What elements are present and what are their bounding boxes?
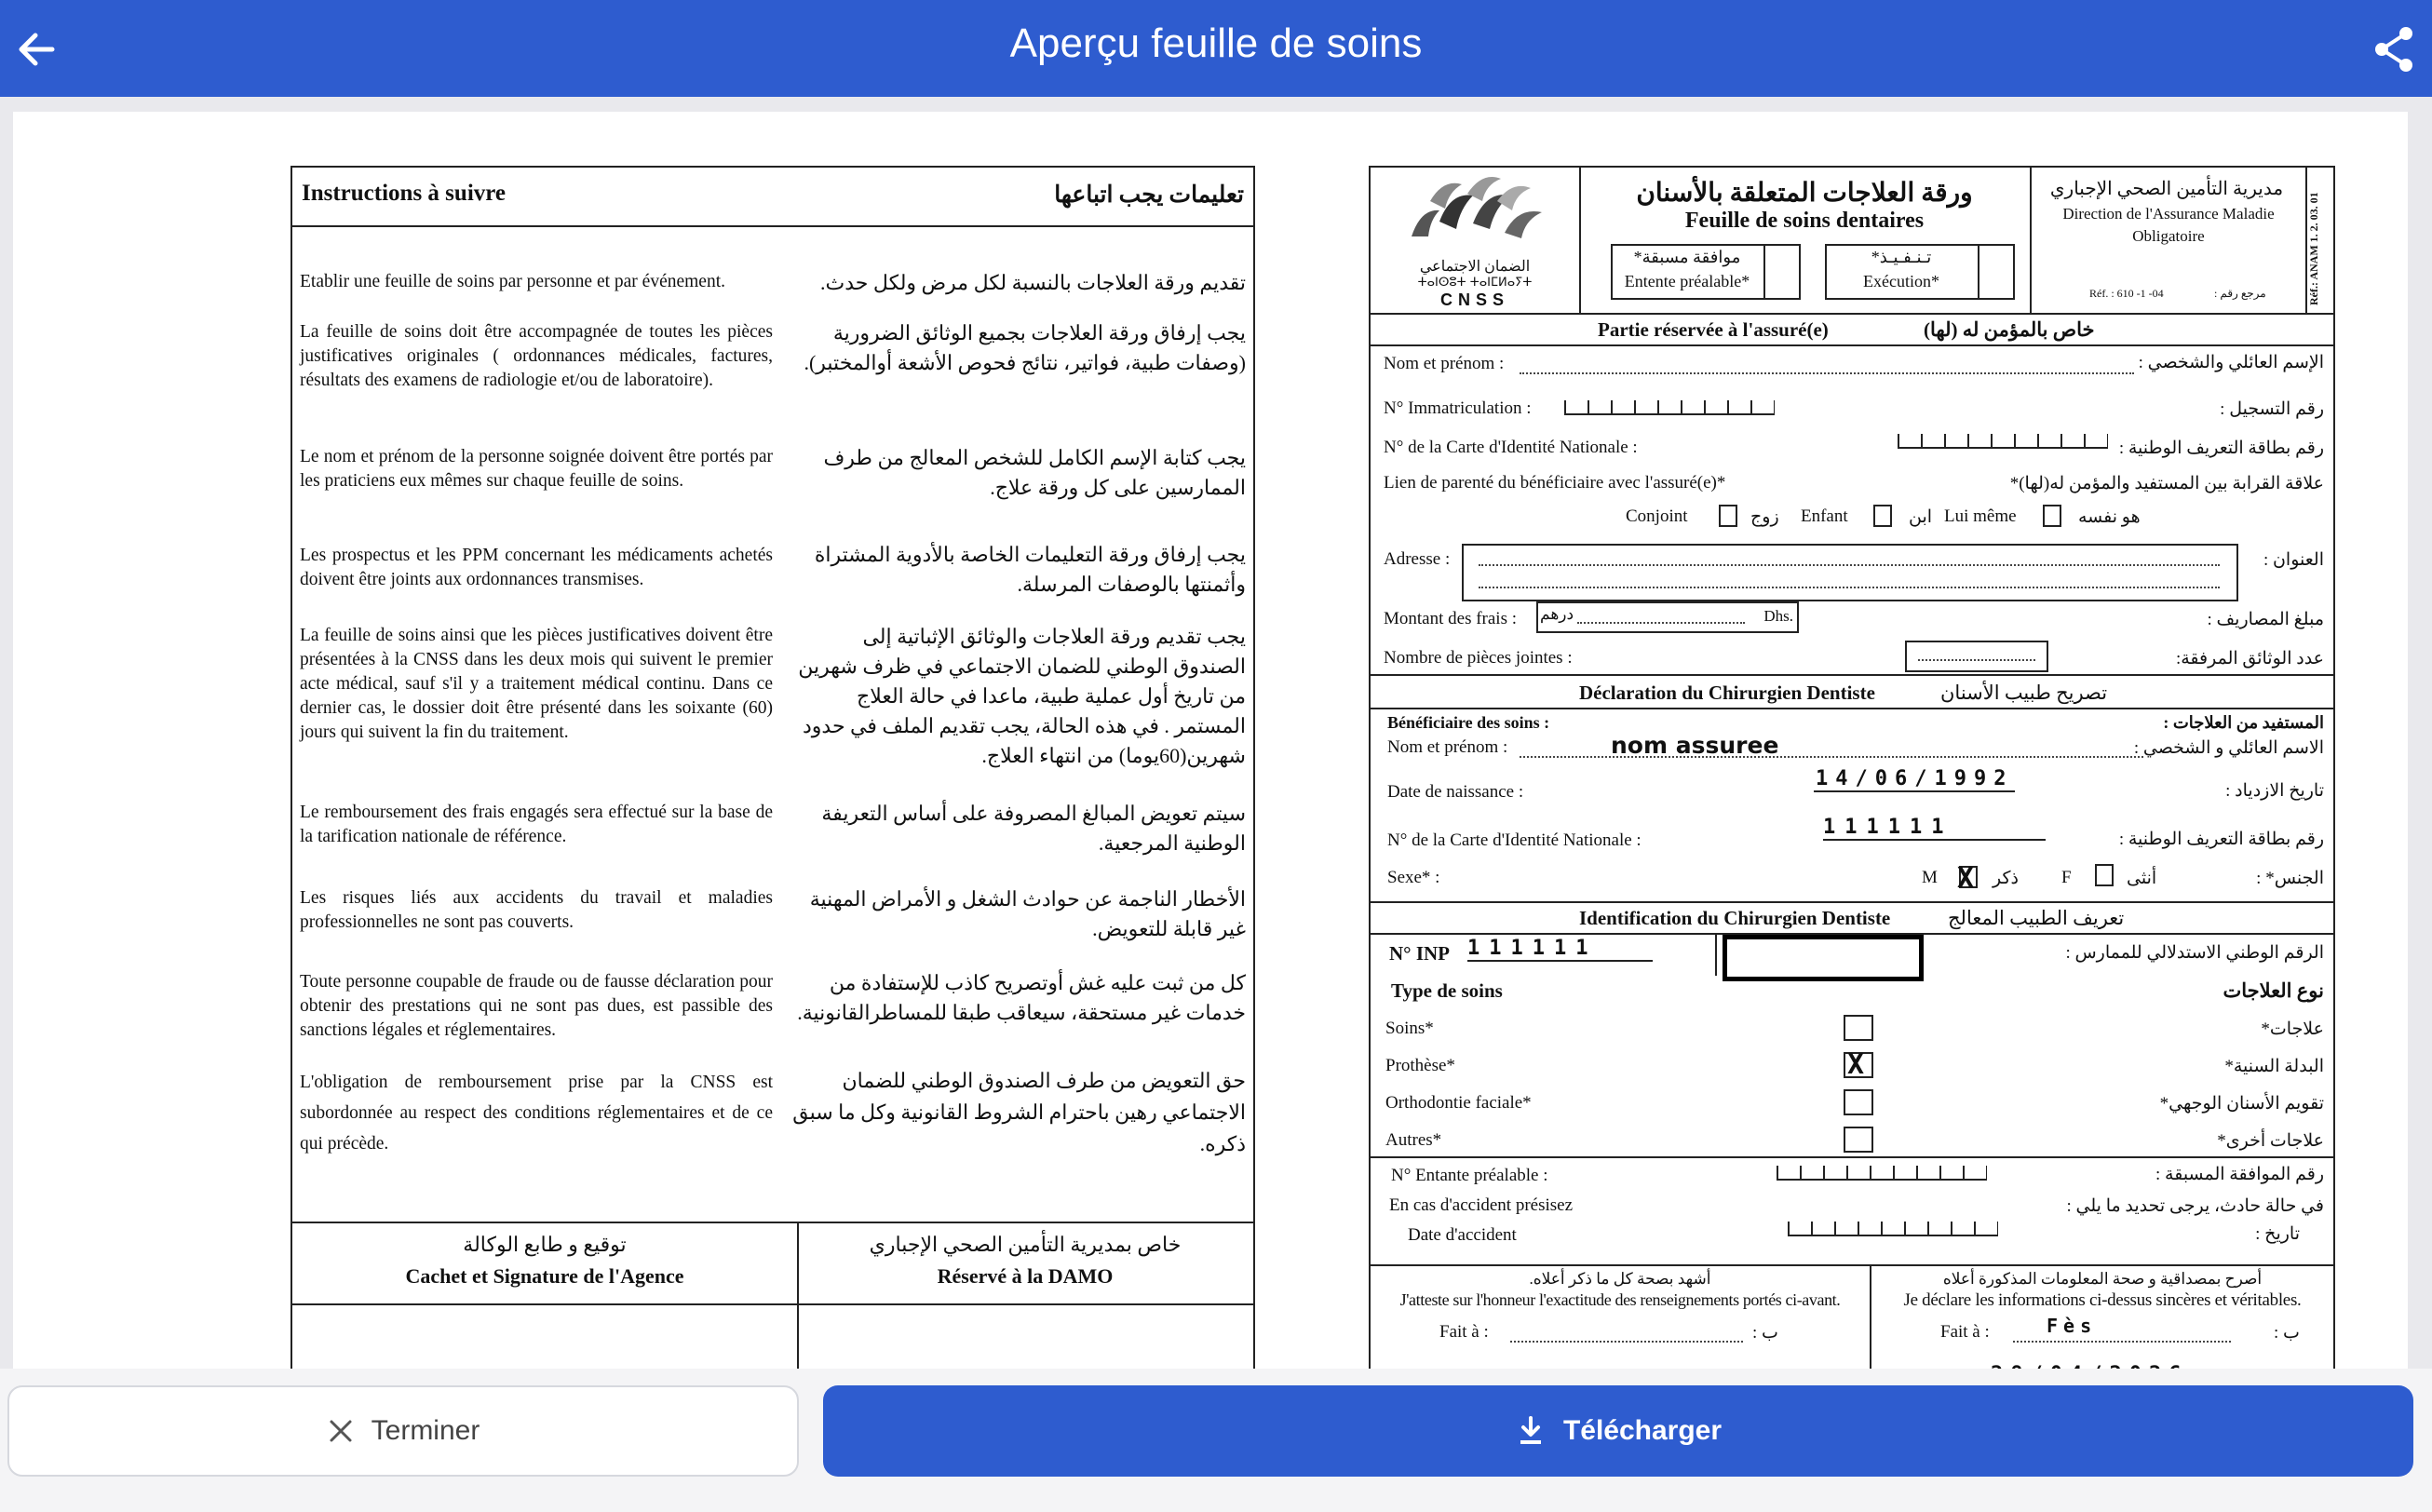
insured-name-field[interactable]: [1520, 372, 2134, 374]
enfant-label-fr: Enfant: [1801, 506, 1848, 526]
address-field[interactable]: [1462, 544, 2238, 601]
sex-f-label-ar: أنثى: [2127, 869, 2157, 888]
accident-label-ar: في حالة حادث، يرجى تحديد ما يلي :: [2066, 1196, 2324, 1216]
lien-parente-label-fr: Lien de parenté du bénéficiaire avec l'assuré(e)*: [1384, 473, 1726, 493]
montant-label-fr: Montant des frais :: [1384, 609, 1518, 628]
beneficiary-cin-label-fr: N° de la Carte d'Identité Nationale :: [1387, 830, 1642, 850]
app-bar: [0, 0, 2432, 97]
fait-a-right-value[interactable]: Fès: [2047, 1315, 2098, 1337]
sex-label-ar: الجنس* :: [2256, 869, 2324, 888]
address-label-ar: العنوان :: [2263, 550, 2324, 570]
enfant-checkbox[interactable]: [1873, 505, 1892, 527]
anam-ref: Réf.: ANAM 1. 2. 03. 01: [2307, 192, 2320, 305]
execution-label-fr: Exécution*: [1863, 272, 1939, 290]
dentist-declaration-section: [1371, 676, 2333, 896]
beneficiary-name-label-fr: Nom et prénom :: [1387, 737, 1508, 757]
instruction-fr: Le nom et prénom de la personne soignée doivent être portés par les praticiens eux mêmes sur chaque feuille de soins.: [300, 447, 773, 491]
care-type-ar: علاجات*: [2261, 1019, 2324, 1039]
entente-checkbox[interactable]: [1763, 246, 1799, 298]
direction-fr: Direction de l'Assurance Maladie Obligatoire: [2062, 205, 2275, 245]
instruction-fr: Les prospectus et les PPM concernant les médicaments achetés doivent être joints aux ordonnances transmises.: [300, 546, 773, 589]
care-type-checkbox[interactable]: [1844, 1015, 1873, 1041]
entente-number-label-fr: N° Entante préalable :: [1391, 1166, 1548, 1185]
conjoint-label-fr: Conjoint: [1626, 506, 1688, 526]
immatriculation-label-ar: رقم التسجيل :: [2220, 399, 2324, 419]
instruction-fr: Les risques liés aux accidents du travail et maladies professionnelles ne sont pas couverts.: [300, 888, 773, 932]
instruction-ar: حق التعويض من طرف الصندوق الوطني للضمان الاجتماعي رهين باحترام الشروط القانونية وكل ما سبق ذكره.: [792, 1069, 1246, 1155]
care-type-fr: Autres*: [1385, 1130, 1442, 1150]
dirham-label: درهم: [1540, 605, 1574, 623]
accident-label-fr: En cas d'accident présisez: [1389, 1195, 1574, 1215]
form-header: [1371, 168, 2333, 313]
pieces-field[interactable]: [1905, 641, 2048, 672]
pieces-label-ar: عدد الوثائق المرفقة:: [2175, 649, 2324, 668]
inp-value[interactable]: 111111: [1467, 937, 1653, 962]
care-type-mark: X: [1847, 1048, 1865, 1081]
declaration-title-fr: Déclaration du Chirurgien Dentiste: [1579, 682, 1875, 704]
instruction-ar: يجب إرفاق ورقة التعليمات الخاصة بالأدوية المشتراة وأثمنتها بالوصفات المرسلة.: [814, 543, 1246, 596]
care-type-label-fr: Type de soins: [1391, 979, 1503, 1002]
entente-label-fr: Entente préalable*: [1624, 272, 1750, 290]
care-type-ar: البدلة السنية*: [2224, 1057, 2324, 1076]
inp-label: N° INP: [1389, 942, 1450, 965]
fait-a-right-label: Fait à :: [1940, 1322, 1990, 1342]
insured-title-ar: خاص بالمؤمن له (لها): [1924, 318, 2095, 341]
sex-label-fr: Sexe* :: [1387, 868, 1440, 887]
direction-block: [2030, 168, 2335, 313]
instruction-ar: كل من ثبت عليه غش أوتصريح كاذب للإستفادة من خدمات غير مستحقة، سيعاقب طبقا للمساطرالقانونية.: [797, 971, 1246, 1024]
document-preview[interactable]: [13, 112, 2408, 1369]
cnss-logo: [1371, 168, 1581, 313]
sex-m-label: M: [1922, 868, 1938, 887]
insured-name-label-ar: الإسم العائلي والشخصي :: [2138, 353, 2324, 372]
bottom-action-bar: [0, 1369, 2432, 1512]
execution-box: [1825, 244, 2015, 300]
lien-parente-label-ar: علاقة القرابة بين المستفيد والمؤمن له(لها)*: [2009, 474, 2324, 493]
cnss-logo-icon: [1402, 171, 1551, 261]
share-icon[interactable]: [2361, 17, 2426, 82]
damo-label-fr: Réservé à la DAMO: [937, 1264, 1114, 1288]
enfant-label-ar: ابن: [1909, 507, 1933, 527]
accident-date-label-ar: تاريخ :: [2255, 1224, 2300, 1244]
insured-cin-label-ar: رقم بطاقة التعريف الوطنية :: [2118, 439, 2324, 458]
damo-label-ar: خاص بمديرية التأمين الصحي الإجباري: [869, 1233, 1182, 1256]
conjoint-checkbox[interactable]: [1719, 505, 1737, 527]
conjoint-label-ar: زوج: [1750, 507, 1779, 527]
attest-left-fr: J'atteste sur l'honneur l'exactitude des renseignements portés ci-avant.: [1399, 1290, 1841, 1309]
fait-a-left-label: Fait à :: [1439, 1322, 1489, 1342]
identification-title-fr: Identification du Chirurgien Dentiste: [1579, 907, 1891, 929]
close-icon: [327, 1417, 355, 1445]
form-ref-ar: مرجع رقم :: [2214, 287, 2266, 300]
instruction-ar: تقديم ورقة العلاجات بالنسبة لكل مرض ولكل حدث.: [820, 271, 1246, 294]
fait-a-left-ar: : ب: [1752, 1323, 1778, 1343]
montant-field[interactable]: [1536, 601, 1799, 633]
download-button[interactable]: [823, 1385, 2413, 1477]
sex-m-mark: X: [1957, 862, 1975, 895]
birth-date-label-ar: تاريخ الازدياد :: [2225, 781, 2324, 801]
entente-number-field[interactable]: [1777, 1166, 1987, 1181]
sex-m-checkbox[interactable]: [1957, 862, 1978, 895]
form-title-fr: Feuille de soins dentaires: [1684, 209, 1925, 233]
dental-care-form-page: [1369, 166, 2335, 1398]
instruction-fr: La feuille de soins ainsi que les pièces justificatives doivent être présentées à la CNSS dans les deux mois qui suivent le premier acte médical, sauf s'il y a traitement médical continu. Dans ce dernier cas, le dossier doit être présenté dans les soixante (60) jours qui suivent la fin du traitement.: [300, 626, 773, 742]
fait-a-left-field[interactable]: [1510, 1341, 1743, 1343]
pieces-label-fr: Nombre de pièces jointes :: [1384, 648, 1573, 668]
cnss-logo-text: CNSS: [1439, 290, 1509, 309]
dentist-identification-section: [1371, 903, 2333, 1257]
entente-label-ar: موافقة مسبقة*: [1633, 248, 1741, 266]
cnss-logo-ar: الضمان الاجتماعي: [1419, 259, 1531, 275]
form-title-ar: ورقة العلاجات المتعلقة بالأسنان: [1636, 179, 1973, 208]
care-type-checkbox[interactable]: [1844, 1127, 1873, 1153]
cnss-logo-tifinagh: ⵜⴰⵏⵙⵓⵜ ⵜⴰⵏⵎⵍⴰⵢⵜ: [1417, 276, 1533, 290]
form-ref: Réf. : 610 -1 -04: [2089, 287, 2164, 300]
accident-date-label-fr: Date d'accident: [1408, 1225, 1517, 1245]
inp-redacted-box: [1723, 935, 1924, 981]
insured-section: [1371, 315, 2333, 687]
care-type-checkbox[interactable]: [1844, 1089, 1873, 1115]
immatriculation-label-fr: N° Immatriculation :: [1384, 398, 1532, 418]
entente-prealable-box: [1611, 244, 1801, 300]
instruction-ar: الأخطار الناجمة عن حوادث الشغل و الأمراض المهنية غير قابلة للتعويض.: [809, 887, 1246, 940]
instruction-fr: Toute personne coupable de fraude ou de fausse déclaration pour obtenir des prestations qui ne sont pas dues, est passible des sanctions légales et réglementaires.: [300, 972, 773, 1040]
beneficiary-cin-value[interactable]: 111111: [1823, 816, 2046, 841]
instruction-ar: يجب تقديم ورقة العلاجات والوثائق الإثباتية إلى الصندوق الوطني للضمان الاجتماعي في ظرف شهرين من تاريخ أول عملية طبية، ماعدا في حالة العلاج المستمر . في هذه الحالة، يجب تقديم الملف في حدود شهرين(60يوما) من انتهاء العلاج.: [798, 625, 1246, 767]
instructions-page: [290, 166, 1255, 1398]
instruction-fr: Le remboursement des frais engagés sera effectué sur la base de la tarification nationale de référence.: [300, 803, 773, 846]
beneficiary-cin-label-ar: رقم بطاقة التعريف الوطنية :: [2118, 830, 2324, 849]
care-type-ar: علاجات أخرى*: [2217, 1131, 2324, 1151]
birth-date-label-fr: Date de naissance :: [1387, 782, 1524, 802]
care-type-ar: تقويم الأسنان الوجهي*: [2159, 1094, 2324, 1114]
close-button-label: Terminer: [371, 1415, 480, 1446]
instructions-title-ar: تعليمات يجب اتباعها: [1054, 182, 1244, 208]
declaration-title-ar: تصريح طبيب الأسنان: [1940, 682, 2108, 704]
insured-title-fr: Partie réservée à l'assuré(e): [1598, 318, 1829, 341]
address-label-fr: Adresse :: [1384, 549, 1451, 569]
download-icon: [1515, 1415, 1547, 1447]
close-button[interactable]: [7, 1385, 799, 1477]
execution-checkbox[interactable]: [1978, 246, 2013, 298]
sex-m-label-ar: ذكر: [1993, 869, 2019, 888]
attest-right-fr: Je déclare les informations ci-dessus sincères et véritables.: [1903, 1290, 2302, 1310]
insured-name-label-fr: Nom et prénom :: [1384, 354, 1505, 373]
instruction-fr: La feuille de soins doit être accompagnée de toutes les pièces justificatives originales ( ordonnances médicales, factures, résultats des examens de radiologie et/ou de laboratoire).: [300, 322, 773, 390]
instruction-ar: يجب إرفاق ورقة العلاجات بجميع الوثائق الضرورية (وصفات طبية، فواتير، نتائج فحوص الأشعة أوالمختبر).: [804, 321, 1246, 374]
entente-number-label-ar: رقم الموافقة المسبقة :: [2155, 1165, 2324, 1184]
execution-label-ar: تـنـفـيـذ*: [1871, 248, 1932, 266]
attest-right-ar: أصرح بمصداقية و صحة المعلومات المذكورة أعلاه: [1942, 1270, 2263, 1288]
inp-label-ar: الرقم الوطني الاستدلالي للممارس :: [2065, 943, 2324, 963]
instruction-fr: Etablir une feuille de soins par personne et par événement.: [300, 272, 725, 291]
download-button-label: Télécharger: [1562, 1415, 1723, 1446]
instruction-ar: سيتم تعويض المبالغ المصروفة على أساس التعريفة الوطنية المرجعية.: [821, 802, 1246, 855]
sex-f-checkbox[interactable]: [2095, 864, 2114, 886]
accident-date-field[interactable]: [1788, 1222, 1998, 1236]
instruction-ar: يجب كتابة الإسم الكامل للشخص المعالج من طرف الممارسين على كل ورقة علاج.: [823, 446, 1246, 499]
direction-ar: مديرية التأمين الصحي الإجباري: [2049, 179, 2284, 199]
fait-a-right-ar: : ب: [2274, 1323, 2300, 1343]
agency-stamp-label-ar: توقيع و طابع الوكالة: [463, 1233, 627, 1256]
care-type-fr: Soins*: [1385, 1019, 1434, 1038]
page-title: Aperçu feuille de soins: [1009, 20, 1423, 66]
care-type-fr: Prothèse*: [1385, 1056, 1455, 1075]
care-type-fr: Orthodontie faciale*: [1385, 1093, 1532, 1113]
agency-stamp-label-fr: Cachet et Signature de l'Agence: [405, 1264, 684, 1288]
birth-date-value[interactable]: 14/06/1992: [1816, 767, 2014, 790]
lui-meme-label-fr: Lui même: [1944, 506, 2017, 526]
instruction-fr: L'obligation de remboursement prise par la CNSS est subordonnée au respect des conditions réglementaires et de ce qui précède.: [300, 1073, 773, 1154]
care-type-label-ar: نوع العلاجات: [2223, 979, 2324, 1002]
immatriculation-field[interactable]: [1564, 400, 1775, 415]
sex-f-label: F: [2061, 868, 2072, 887]
lui-meme-checkbox[interactable]: [2043, 505, 2061, 527]
lui-meme-label-ar: هو نفسه: [2078, 507, 2141, 527]
beneficiary-name-value[interactable]: nom assuree: [1611, 732, 1779, 759]
beneficiary-label-ar: المستفيد من العلاجات :: [2163, 713, 2324, 732]
insured-cin-field[interactable]: [1898, 434, 2108, 449]
beneficiary-name-label-ar: الاسم العائلي و الشخصي :: [2133, 738, 2324, 758]
care-type-checkbox[interactable]: [1844, 1048, 1873, 1081]
dhs-label: Dhs.: [1763, 607, 1793, 625]
identification-title-ar: تعريف الطبيب المعالج: [1948, 907, 2125, 929]
insured-cin-label-fr: N° de la Carte d'Identité Nationale :: [1384, 438, 1638, 457]
instructions-title-fr: Instructions à suivre: [302, 181, 507, 206]
beneficiary-label-fr: Bénéficiaire des soins :: [1387, 713, 1550, 732]
montant-label-ar: مبلغ المصاريف :: [2207, 610, 2324, 629]
attest-left-ar: أشهد بصحة كل ما ذكر أعلاه.: [1529, 1270, 1711, 1288]
